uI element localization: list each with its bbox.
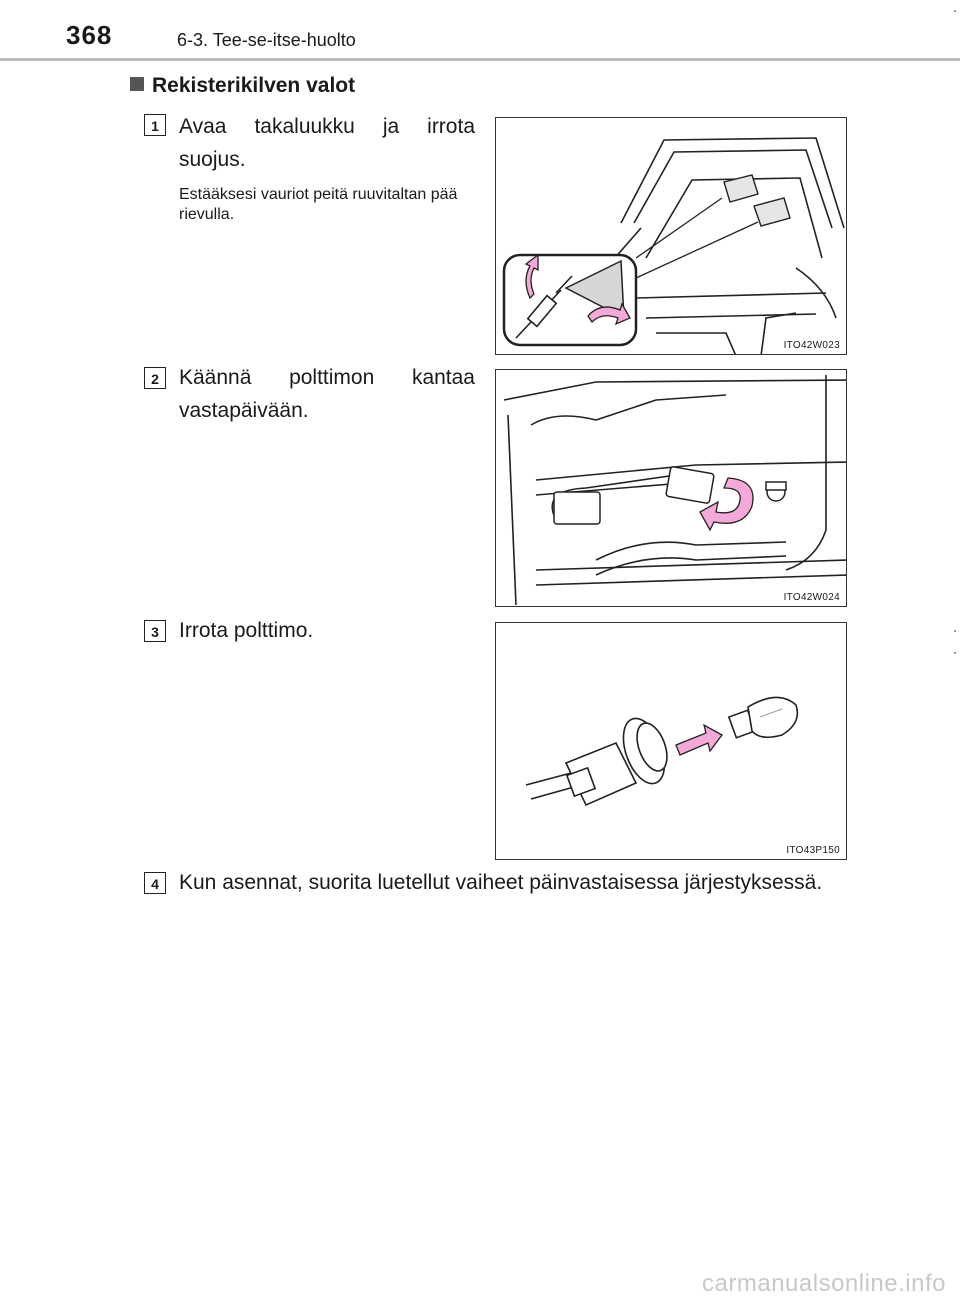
step-2-number: 2 (144, 367, 166, 389)
step-2-text: Käännä polttimon kantaa vastapäivään. (179, 366, 475, 422)
step-4-number: 4 (144, 872, 166, 894)
sub-heading-text: Rekisterikilven valot (152, 74, 356, 97)
step-1-note: Estääksesi vauriot peitä ruuvitaltan pää rievulla. (179, 186, 458, 223)
figure-bulb-socket (495, 369, 847, 607)
page-number: 368 (66, 20, 113, 50)
section-title: 6-3. Tee-se-itse-huolto (177, 30, 356, 50)
edge-mark (954, 10, 956, 12)
figure-tailgate-cover (495, 117, 847, 355)
figure-code-3: ITO43P150 (786, 845, 840, 856)
edge-mark (954, 630, 956, 632)
step-1-number: 1 (144, 114, 166, 136)
sub-heading (130, 74, 355, 98)
figure-code-1: ITO42W023 (783, 340, 840, 351)
square-bullet-icon (130, 77, 144, 91)
watermark: carmanualsonline.info (702, 1270, 946, 1297)
tailgate-illustration (496, 118, 847, 355)
bulb-illustration (496, 623, 847, 860)
step-1-text: Avaa takaluukku ja irrota suojus. (179, 115, 475, 171)
header-rule (0, 58, 960, 61)
step-3-number: 3 (144, 620, 166, 642)
step-4-text: Kun asennat, suorita luetellut vaiheet päinvastaisessa järjestyksessä. (179, 871, 823, 894)
figure-code-2: ITO42W024 (783, 592, 840, 603)
edge-mark (954, 652, 956, 654)
socket-illustration (496, 370, 847, 607)
figure-remove-bulb (495, 622, 847, 860)
step-3-text: Irrota polttimo. (179, 619, 314, 642)
